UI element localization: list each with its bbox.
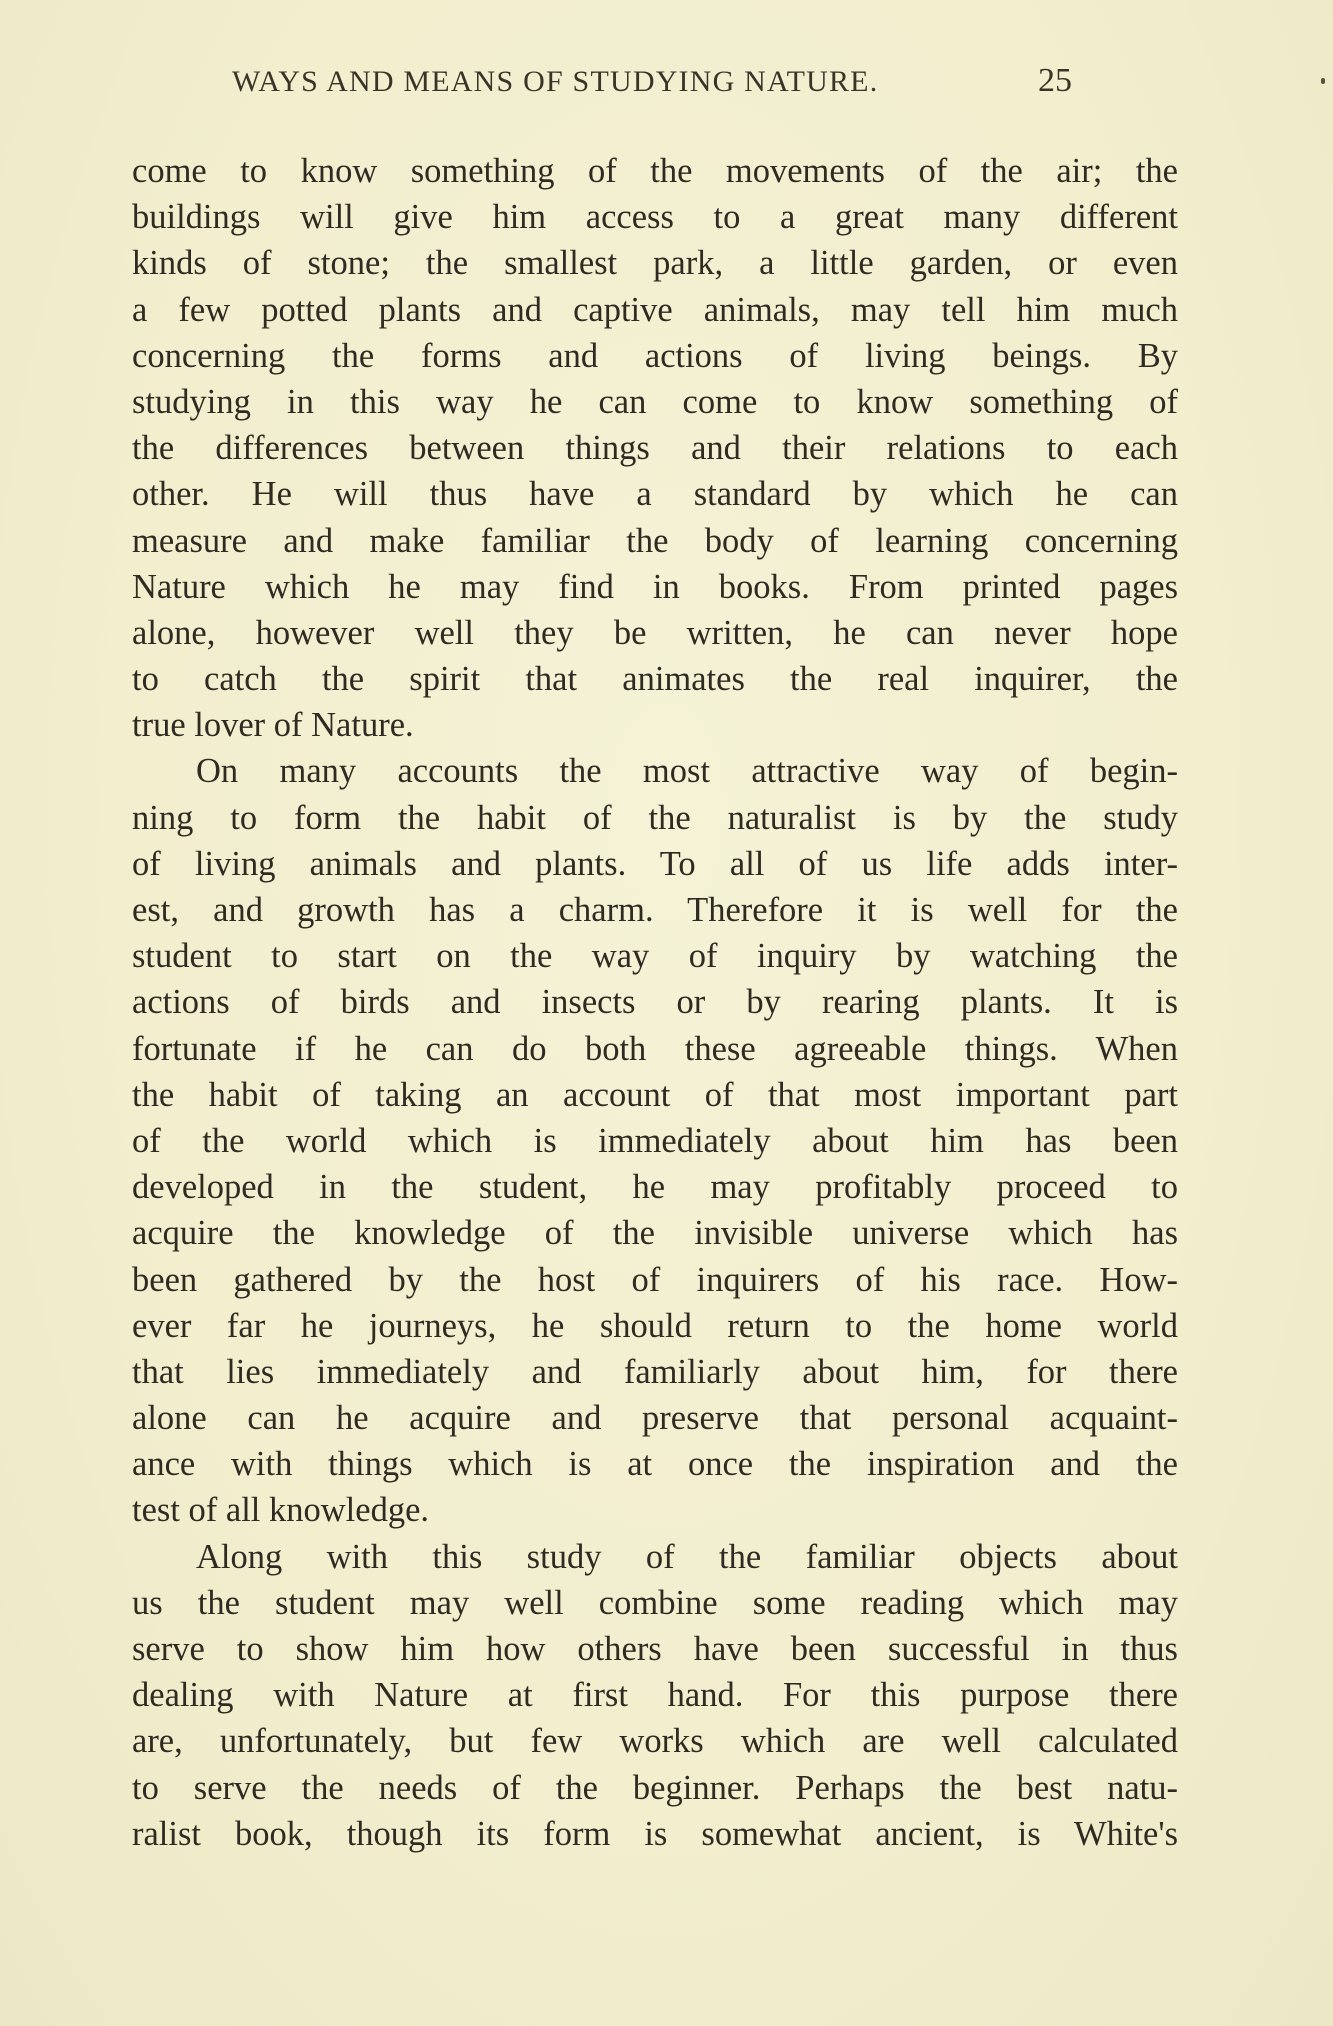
text-line: a few potted plants and captive animals, may tell him much [132, 290, 1178, 329]
text-line: kinds of stone; the smallest park, a little garden, or even [132, 244, 1178, 283]
text-line: serve to show him how others have been successful in thus [132, 1630, 1178, 1668]
running-title: WAYS AND MEANS OF STUDYING NATURE. [232, 65, 879, 98]
text-line: alone can he acquire and preserve that personal acquaint- [132, 1399, 1178, 1438]
text-line: to catch the spirit that animates the real inquirer, the [132, 660, 1178, 699]
text-line: measure and make familiar the body of learning concerning [132, 521, 1178, 560]
page-number: 25 [1038, 62, 1072, 99]
text-line: student to start on the way of inquiry by watching the [132, 937, 1178, 976]
text-line: of the world which is immediately about him has been [132, 1121, 1178, 1160]
text-line: fortunate if he can do both these agreeable things. When [132, 1029, 1178, 1068]
text-line: Nature which he may find in books. From printed pages [132, 567, 1178, 606]
text-line: dealing with Nature at first hand. For this purpose there [132, 1676, 1178, 1715]
text-line: actions of birds and insects or by rearing plants. It is [132, 983, 1178, 1022]
text-line: alone, however well they be written, he can never hope [132, 613, 1178, 652]
text-line: the differences between things and their relations to each [132, 429, 1178, 468]
text-line: buildings will give him access to a great many different [132, 198, 1178, 237]
running-head [232, 62, 1072, 110]
paragraph-start-line: On many accounts the most attractive way of begin- [196, 752, 1178, 791]
text-line: developed in the student, he may profitably proceed to [132, 1168, 1178, 1207]
text-line: ralist book, though its form is somewhat ancient, is White's [132, 1814, 1178, 1853]
paragraph-end-line: true lover of Nature. [132, 706, 414, 745]
paragraph-end-line: test of all knowledge. [132, 1491, 430, 1530]
text-line: us the student may well combine some reading which may [132, 1583, 1178, 1622]
paragraph-start-line: Along with this study of the familiar objects about [196, 1537, 1178, 1576]
text-line: of living animals and plants. To all of us life adds inter- [132, 844, 1178, 883]
text-line: est, and growth has a charm. Therefore it is well for the [132, 891, 1178, 929]
text-line: other. He will thus have a standard by which he can [132, 475, 1178, 514]
edge-speck [1321, 78, 1325, 84]
text-line: ning to form the habit of the naturalist is by the study [132, 798, 1178, 837]
text-line: been gathered by the host of inquirers of his race. How- [132, 1260, 1178, 1299]
text-line: acquire the knowledge of the invisible universe which has [132, 1214, 1178, 1253]
text-line: concerning the forms and actions of living beings. By [132, 336, 1178, 375]
text-line: that lies immediately and familiarly about him, for there [132, 1352, 1178, 1391]
body-text [132, 148, 1178, 1857]
text-line: ance with things which is at once the inspiration and the [132, 1445, 1178, 1484]
text-line: ever far he journeys, he should return to the home world [132, 1306, 1178, 1345]
text-line: to serve the needs of the beginner. Perhaps the best natu- [132, 1768, 1178, 1807]
text-line: the habit of taking an account of that most important part [132, 1075, 1178, 1114]
text-line: are, unfortunately, but few works which are well calculated [132, 1722, 1178, 1761]
text-line: come to know something of the movements of the air; the [132, 152, 1178, 190]
text-line: studying in this way he can come to know something of [132, 382, 1178, 421]
